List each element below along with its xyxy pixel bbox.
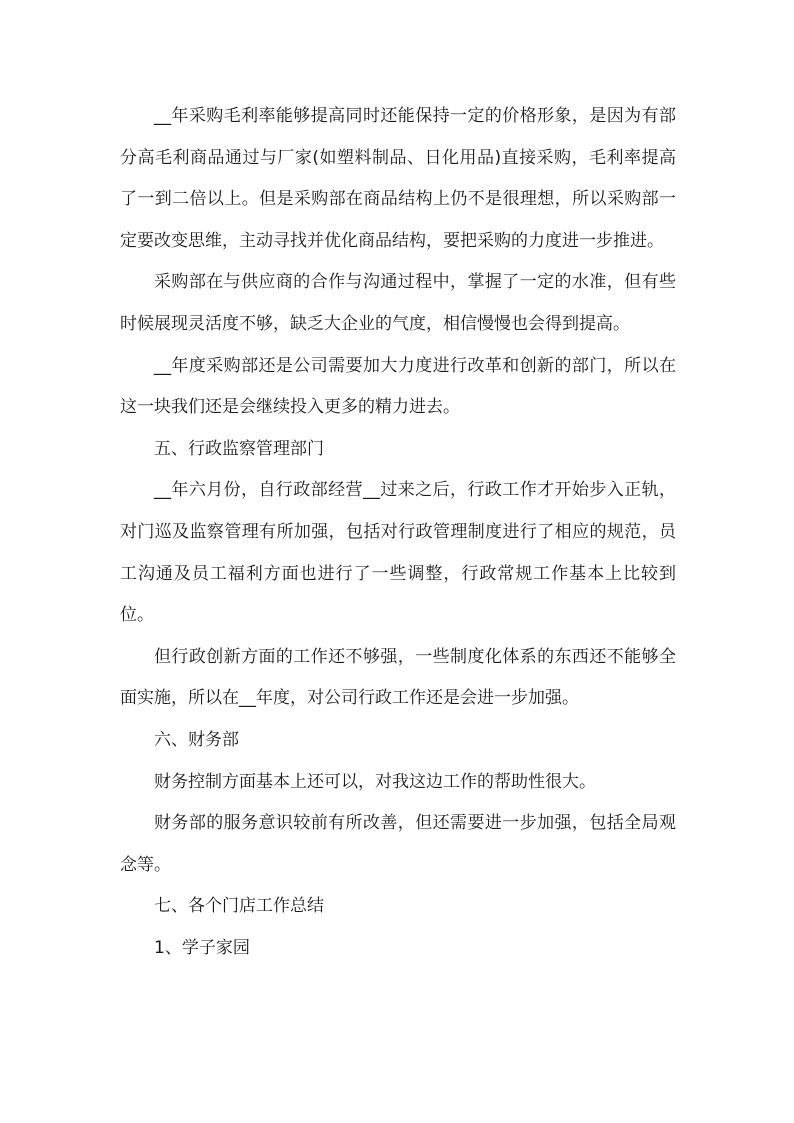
- paragraph-admin-innovation: 但行政创新方面的工作还不够强，一些制度化体系的东西还不能够全面实施，所以在__年度，对公司行政工作还是会进一步加强。: [120, 646, 676, 709]
- section-heading-admin: 五、行政监察管理部门: [154, 438, 324, 459]
- paragraph-purchasing-margin: __年采购毛利率能够提高同时还能保持一定的价格形象，是因为有部分高毛利商品通过与厂家(如塑料制品、日化用品)直接采购，毛利率提高了一到二倍以上。但是采购部在商品结构上仍不是很理想，所以采购部一定要改变思维，主动寻找并优化商品结构，要把采购的力度进一步推进。: [120, 106, 676, 251]
- section-heading-stores: 七、各个门店工作总结: [154, 896, 324, 917]
- paragraph-purchasing-reform: __年度采购部还是公司需要加大力度进行改革和创新的部门，所以在这一块我们还是会继续投入更多的精力进去。: [120, 355, 676, 418]
- paragraph-finance-control: 财务控制方面基本上还可以，对我这边工作的帮助性很大。: [154, 771, 596, 792]
- document-body: [120, 96, 676, 969]
- paragraph-finance-service: 财务部的服务意识较前有所改善，但还需要进一步加强，包括全局观念等。: [120, 813, 676, 875]
- section-heading-finance: 六、财务部: [154, 729, 239, 750]
- paragraph-supplier-cooperation: 采购部在与供应商的合作与沟通过程中，掌握了一定的水准，但有些时候展现灵活度不够，缺乏大企业的气度，相信慢慢也会得到提高。: [120, 272, 676, 334]
- paragraph-admin-work: __年六月份，自行政部经营__过来之后，行政工作才开始步入正轨，对门巡及监察管理有所加强，包括对行政管理制度进行了相应的规范，员工沟通及员工福利方面也进行了一些调整，行政常规工作基本上比较到位。: [120, 480, 676, 626]
- subsection-heading-store-1: 1、学子家园: [154, 937, 250, 958]
